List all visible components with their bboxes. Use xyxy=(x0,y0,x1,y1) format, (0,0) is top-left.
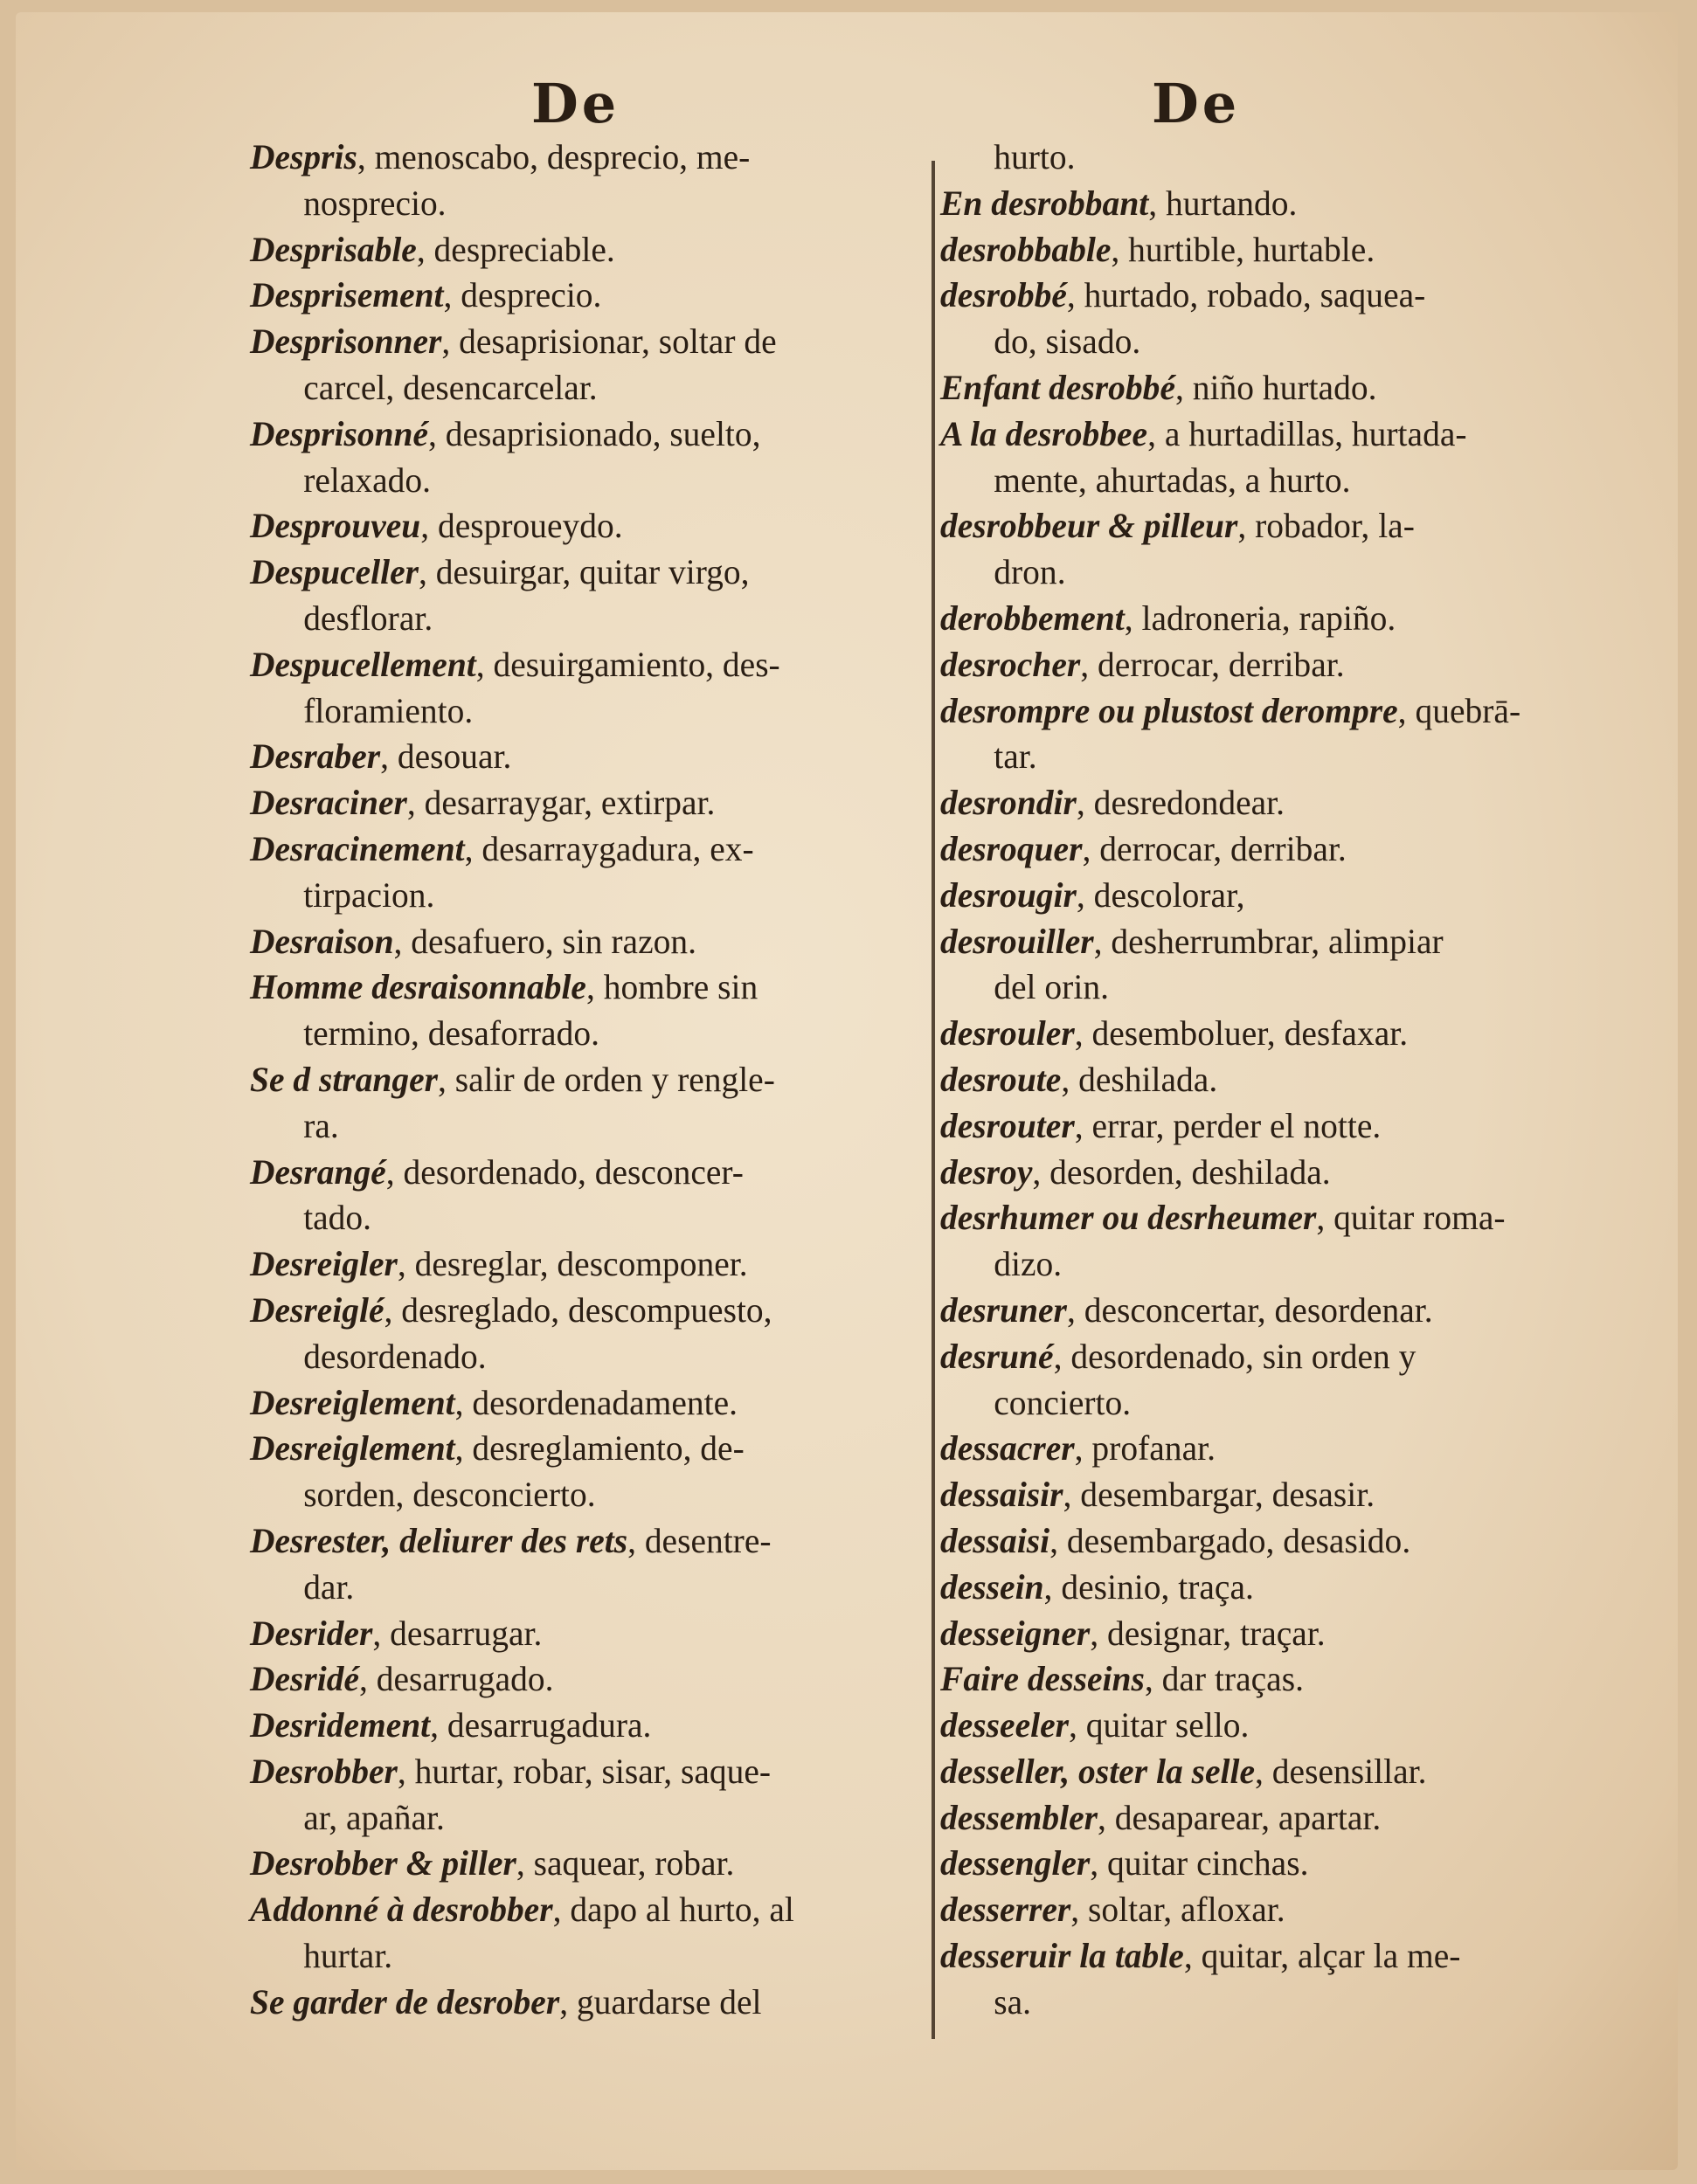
headword: desrocher xyxy=(940,644,1081,684)
headword: dessaisi xyxy=(940,1520,1050,1560)
dictionary-entry xyxy=(940,1518,1657,1565)
translation: , desouar. xyxy=(380,736,512,777)
translation: carcel, desencarcelar. xyxy=(303,367,598,407)
dictionary-entry xyxy=(250,964,932,1011)
dictionary-entry xyxy=(940,1472,1657,1518)
dictionary-entry xyxy=(940,1656,1657,1703)
translation: , desarrugadura. xyxy=(430,1705,652,1745)
headword: Desridé xyxy=(250,1659,359,1699)
book-page xyxy=(16,12,1678,2170)
translation: , menoscabo, desprecio, me- xyxy=(357,137,751,176)
translation: dizo. xyxy=(994,1244,1063,1284)
translation: hurto. xyxy=(994,137,1076,176)
translation: , desembargar, desasir. xyxy=(1063,1475,1375,1515)
translation: tado. xyxy=(303,1198,372,1238)
translation: , hurtando. xyxy=(1148,183,1298,223)
translation: , desorden, deshilada. xyxy=(1032,1151,1331,1192)
translation: , quebrā- xyxy=(1397,690,1521,730)
headword: Se d stranger xyxy=(250,1059,438,1099)
dictionary-entry xyxy=(940,365,1657,411)
entry-continuation xyxy=(250,596,932,642)
headword: desrobbeur & pilleur xyxy=(940,506,1238,546)
dictionary-entry xyxy=(940,1150,1657,1196)
headword: desrhumer ou desrheumer xyxy=(940,1198,1317,1238)
translation: nosprecio. xyxy=(303,183,447,223)
entry-continuation xyxy=(940,549,1657,596)
dictionary-entry xyxy=(250,1518,932,1565)
translation: , errar, perder el notte. xyxy=(1074,1105,1382,1145)
translation: , desordenado, sin orden y xyxy=(1053,1336,1416,1376)
dictionary-entry xyxy=(940,1057,1657,1103)
dictionary-entry xyxy=(940,1195,1657,1241)
translation: , quitar sello. xyxy=(1069,1705,1250,1745)
translation: , guardarse del xyxy=(559,1981,762,2022)
translation: , desredondear. xyxy=(1076,783,1285,823)
dictionary-entry xyxy=(940,1887,1657,1933)
translation: , desproueydo. xyxy=(420,506,623,546)
translation: , desentre- xyxy=(627,1520,772,1560)
dictionary-entry xyxy=(940,642,1657,688)
headword: Desraber xyxy=(250,736,381,777)
headword: Homme desraisonnable xyxy=(250,967,586,1007)
entry-continuation xyxy=(250,1472,932,1518)
translation: , desaprisionar, soltar de xyxy=(441,321,777,362)
translation: , salir de orden y rengle- xyxy=(437,1059,775,1099)
translation: , despreciable. xyxy=(416,229,615,269)
headword: Desprisonné xyxy=(250,413,429,453)
headword: Desracinement xyxy=(250,828,465,868)
entry-continuation xyxy=(940,1980,1657,2026)
translation: , designar, traçar. xyxy=(1090,1613,1326,1653)
headword: dessengler xyxy=(940,1843,1091,1883)
dictionary-entry xyxy=(940,596,1657,642)
translation: hurtar. xyxy=(303,1936,393,1976)
entry-continuation xyxy=(940,1241,1657,1288)
dictionary-entry xyxy=(940,181,1657,227)
headword: A la desrobbee xyxy=(940,413,1148,453)
headword: En desrobbant xyxy=(940,183,1149,223)
dictionary-entry xyxy=(940,919,1657,965)
translation: ra. xyxy=(303,1105,339,1145)
entry-continuation xyxy=(250,1103,932,1150)
headword: desruner xyxy=(940,1289,1067,1330)
translation: ar, apañar. xyxy=(303,1797,445,1837)
entry-continuation xyxy=(250,1195,932,1241)
dictionary-entry xyxy=(250,1749,932,1795)
dictionary-entry xyxy=(940,1011,1657,1057)
translation: , soltar, afloxar. xyxy=(1070,1890,1285,1930)
entry-continuation xyxy=(940,1380,1657,1427)
headword: desserrer xyxy=(940,1890,1071,1930)
entry-continuation xyxy=(250,1011,932,1057)
translation: , dar traças. xyxy=(1144,1659,1304,1699)
headword: desrouter xyxy=(940,1105,1075,1145)
headword: desrougir xyxy=(940,874,1077,915)
headword: Despuceller xyxy=(250,552,419,592)
dictionary-entry xyxy=(250,1150,932,1196)
dictionary-entry xyxy=(940,1288,1657,1334)
translation: , desarrugar. xyxy=(372,1613,543,1653)
headword: Desreiglé xyxy=(250,1289,384,1330)
translation: desordenado. xyxy=(303,1336,487,1376)
dictionary-entry xyxy=(250,319,932,365)
headword: dessacrer xyxy=(940,1428,1075,1469)
translation: , desarraygadura, ex- xyxy=(464,828,754,868)
left-column xyxy=(250,135,940,2026)
dictionary-entry xyxy=(250,503,932,549)
headword: desseller, oster la selle xyxy=(940,1751,1256,1791)
headword: desruné xyxy=(940,1336,1054,1376)
headword: Desprisonner xyxy=(250,321,442,362)
entry-continuation xyxy=(250,458,932,504)
headword: desrouler xyxy=(940,1013,1075,1054)
headword: Se garder de desrober xyxy=(250,1981,560,2022)
headword: desroute xyxy=(940,1059,1062,1099)
dictionary-entry xyxy=(250,1841,932,1887)
dictionary-entry xyxy=(940,1749,1657,1795)
translation: , ladroneria, rapiño. xyxy=(1124,598,1396,638)
translation: , profanar. xyxy=(1074,1428,1216,1469)
headword: desroquer xyxy=(940,828,1083,868)
translation: termino, desaforrado. xyxy=(303,1013,599,1054)
entry-continuation xyxy=(940,458,1657,504)
headword: Desraciner xyxy=(250,783,407,823)
dictionary-entry xyxy=(940,1933,1657,1980)
dictionary-entry xyxy=(250,135,932,181)
headword: Desrangé xyxy=(250,1151,386,1192)
translation: , desemboluer, desfaxar. xyxy=(1074,1013,1409,1054)
dictionary-entry xyxy=(940,227,1657,273)
entry-continuation xyxy=(940,964,1657,1011)
dictionary-entry xyxy=(940,688,1657,735)
translation: relaxado. xyxy=(303,460,431,500)
dictionary-entry xyxy=(940,273,1657,319)
translation: , dapo al hurto, al xyxy=(552,1890,794,1930)
translation: , desuirgar, quitar virgo, xyxy=(418,552,750,592)
translation: , hurtible, hurtable. xyxy=(1111,229,1375,269)
right-column xyxy=(940,135,1666,2026)
headword: dessein xyxy=(940,1566,1044,1607)
translation: , quitar cinchas. xyxy=(1090,1843,1309,1883)
translation: , niño hurtado. xyxy=(1174,367,1377,407)
translation: , hurtado, robado, saquea- xyxy=(1066,275,1426,315)
headword: Desprisement xyxy=(250,275,444,315)
entry-continuation xyxy=(250,365,932,411)
translation: , descolorar, xyxy=(1076,874,1245,915)
headword: derobbement xyxy=(940,598,1125,638)
dictionary-entry xyxy=(940,780,1657,826)
dictionary-entry xyxy=(940,1703,1657,1749)
translation: , saquear, robar. xyxy=(516,1843,735,1883)
translation: , desarraygar, extirpar. xyxy=(406,783,716,823)
translation: do, sisado. xyxy=(994,321,1141,362)
dictionary-entry xyxy=(250,1380,932,1427)
dictionary-entry xyxy=(940,1426,1657,1472)
headword: desrobbable xyxy=(940,229,1112,269)
headword: Desreigler xyxy=(250,1244,398,1284)
entry-continuation xyxy=(250,1334,932,1380)
translation: , hurtar, robar, sisar, saque- xyxy=(397,1751,772,1791)
dictionary-entry xyxy=(940,1103,1657,1150)
dictionary-entry xyxy=(250,1887,932,1933)
headword: Despucellement xyxy=(250,644,476,684)
headword: Desprisable xyxy=(250,229,417,269)
translation: concierto. xyxy=(994,1382,1132,1422)
dictionary-entry xyxy=(940,1334,1657,1380)
dictionary-entry xyxy=(250,1980,932,2026)
headword: Desreiglement xyxy=(250,1428,455,1469)
headword: desroy xyxy=(940,1151,1033,1192)
entry-continuation xyxy=(250,1933,932,1980)
translation: , desaprisionado, suelto, xyxy=(428,413,761,453)
translation: , desordenado, desconcer- xyxy=(385,1151,744,1192)
headword: Faire desseins xyxy=(940,1659,1145,1699)
entry-continuation xyxy=(940,135,1657,181)
translation: , quitar, alçar la me- xyxy=(1183,1936,1461,1976)
entry-continuation xyxy=(250,688,932,735)
headword: Desrobber & piller xyxy=(250,1843,516,1883)
headword: desrompre ou plustost derompre xyxy=(940,690,1398,730)
dictionary-entry xyxy=(940,1565,1657,1611)
translation: dron. xyxy=(994,552,1066,592)
headword: dessaisir xyxy=(940,1475,1063,1515)
dictionary-entry xyxy=(250,549,932,596)
dictionary-entry xyxy=(250,826,932,873)
headword: Desraison xyxy=(250,921,394,961)
entry-continuation xyxy=(250,1795,932,1842)
headword: dessembler xyxy=(940,1797,1098,1837)
translation: desflorar. xyxy=(303,598,433,638)
headword: Desreiglement xyxy=(250,1382,455,1422)
translation: floramiento. xyxy=(303,690,474,730)
headword: Desrobber xyxy=(250,1751,398,1791)
entry-continuation xyxy=(940,319,1657,365)
dictionary-entry xyxy=(250,1426,932,1472)
running-head-right: De xyxy=(1152,72,1241,135)
dictionary-entry xyxy=(250,1656,932,1703)
dictionary-entry xyxy=(250,1057,932,1103)
translation: , desafuero, sin razon. xyxy=(393,921,696,961)
translation: , desprecio. xyxy=(443,275,602,315)
dictionary-entry xyxy=(250,1288,932,1334)
dictionary-entry xyxy=(250,1241,932,1288)
headword: Desrester, deliurer des rets xyxy=(250,1520,628,1560)
translation: del orin. xyxy=(994,967,1109,1007)
dictionary-entry xyxy=(250,919,932,965)
translation: tar. xyxy=(994,736,1037,777)
dictionary-entry xyxy=(940,1795,1657,1842)
dictionary-entry xyxy=(250,1611,932,1657)
translation: , derrocar, derribar. xyxy=(1080,644,1345,684)
translation: , desensillar. xyxy=(1255,1751,1427,1791)
translation: , desuirgamiento, des- xyxy=(475,644,780,684)
dictionary-entry xyxy=(940,503,1657,549)
dictionary-entry xyxy=(940,411,1657,458)
dictionary-entry xyxy=(250,642,932,688)
headword: Desprouveu xyxy=(250,506,421,546)
translation: , desreglamiento, de- xyxy=(454,1428,745,1469)
entry-continuation xyxy=(250,1565,932,1611)
dictionary-entry xyxy=(250,411,932,458)
translation: , desherrumbrar, alimpiar xyxy=(1093,921,1444,961)
translation: , desinio, traça. xyxy=(1043,1566,1254,1607)
translation: tirpacion. xyxy=(303,874,435,915)
headword: Desridement xyxy=(250,1705,431,1745)
headword: desseigner xyxy=(940,1613,1091,1653)
translation: , deshilada. xyxy=(1061,1059,1218,1099)
translation: , derrocar, derribar. xyxy=(1082,828,1347,868)
running-head-left: De xyxy=(531,72,620,135)
dictionary-entry xyxy=(250,227,932,273)
translation: sa. xyxy=(994,1981,1032,2022)
translation: , desreglar, descomponer. xyxy=(397,1244,748,1284)
translation: dar. xyxy=(303,1566,355,1607)
dictionary-entry xyxy=(250,1703,932,1749)
translation: sorden, desconcierto. xyxy=(303,1475,596,1515)
headword: Desrider xyxy=(250,1613,373,1653)
translation: , quitar roma- xyxy=(1316,1198,1506,1238)
translation: , desembargado, desasido. xyxy=(1049,1520,1411,1560)
headword: desrouiller xyxy=(940,921,1094,961)
translation: , a hurtadillas, hurtada- xyxy=(1147,413,1467,453)
dictionary-entry xyxy=(250,734,932,780)
translation: , desarrugado. xyxy=(358,1659,554,1699)
entry-continuation xyxy=(250,181,932,227)
dictionary-entry xyxy=(940,873,1657,919)
dictionary-entry xyxy=(940,1611,1657,1657)
headword: desrobbé xyxy=(940,275,1067,315)
headword: Despris xyxy=(250,137,357,176)
translation: mente, ahurtadas, a hurto. xyxy=(994,460,1351,500)
dictionary-entry xyxy=(250,780,932,826)
translation: , hombre sin xyxy=(585,967,758,1007)
translation: , desreglado, descompuesto, xyxy=(384,1289,772,1330)
headword: Addonné à desrobber xyxy=(250,1890,553,1930)
headword: desseruir la table xyxy=(940,1936,1184,1976)
headword: desseeler xyxy=(940,1705,1070,1745)
dictionary-entry xyxy=(940,1841,1657,1887)
translation: , desaparear, apartar. xyxy=(1098,1797,1382,1837)
entry-continuation xyxy=(940,734,1657,780)
translation: , desconcertar, desordenar. xyxy=(1066,1289,1433,1330)
headword: Enfant desrobbé xyxy=(940,367,1175,407)
dictionary-entry xyxy=(250,273,932,319)
headword: desrondir xyxy=(940,783,1077,823)
translation: , robador, la- xyxy=(1237,506,1415,546)
entry-continuation xyxy=(250,873,932,919)
dictionary-entry xyxy=(940,826,1657,873)
translation: , desordenadamente. xyxy=(454,1382,738,1422)
